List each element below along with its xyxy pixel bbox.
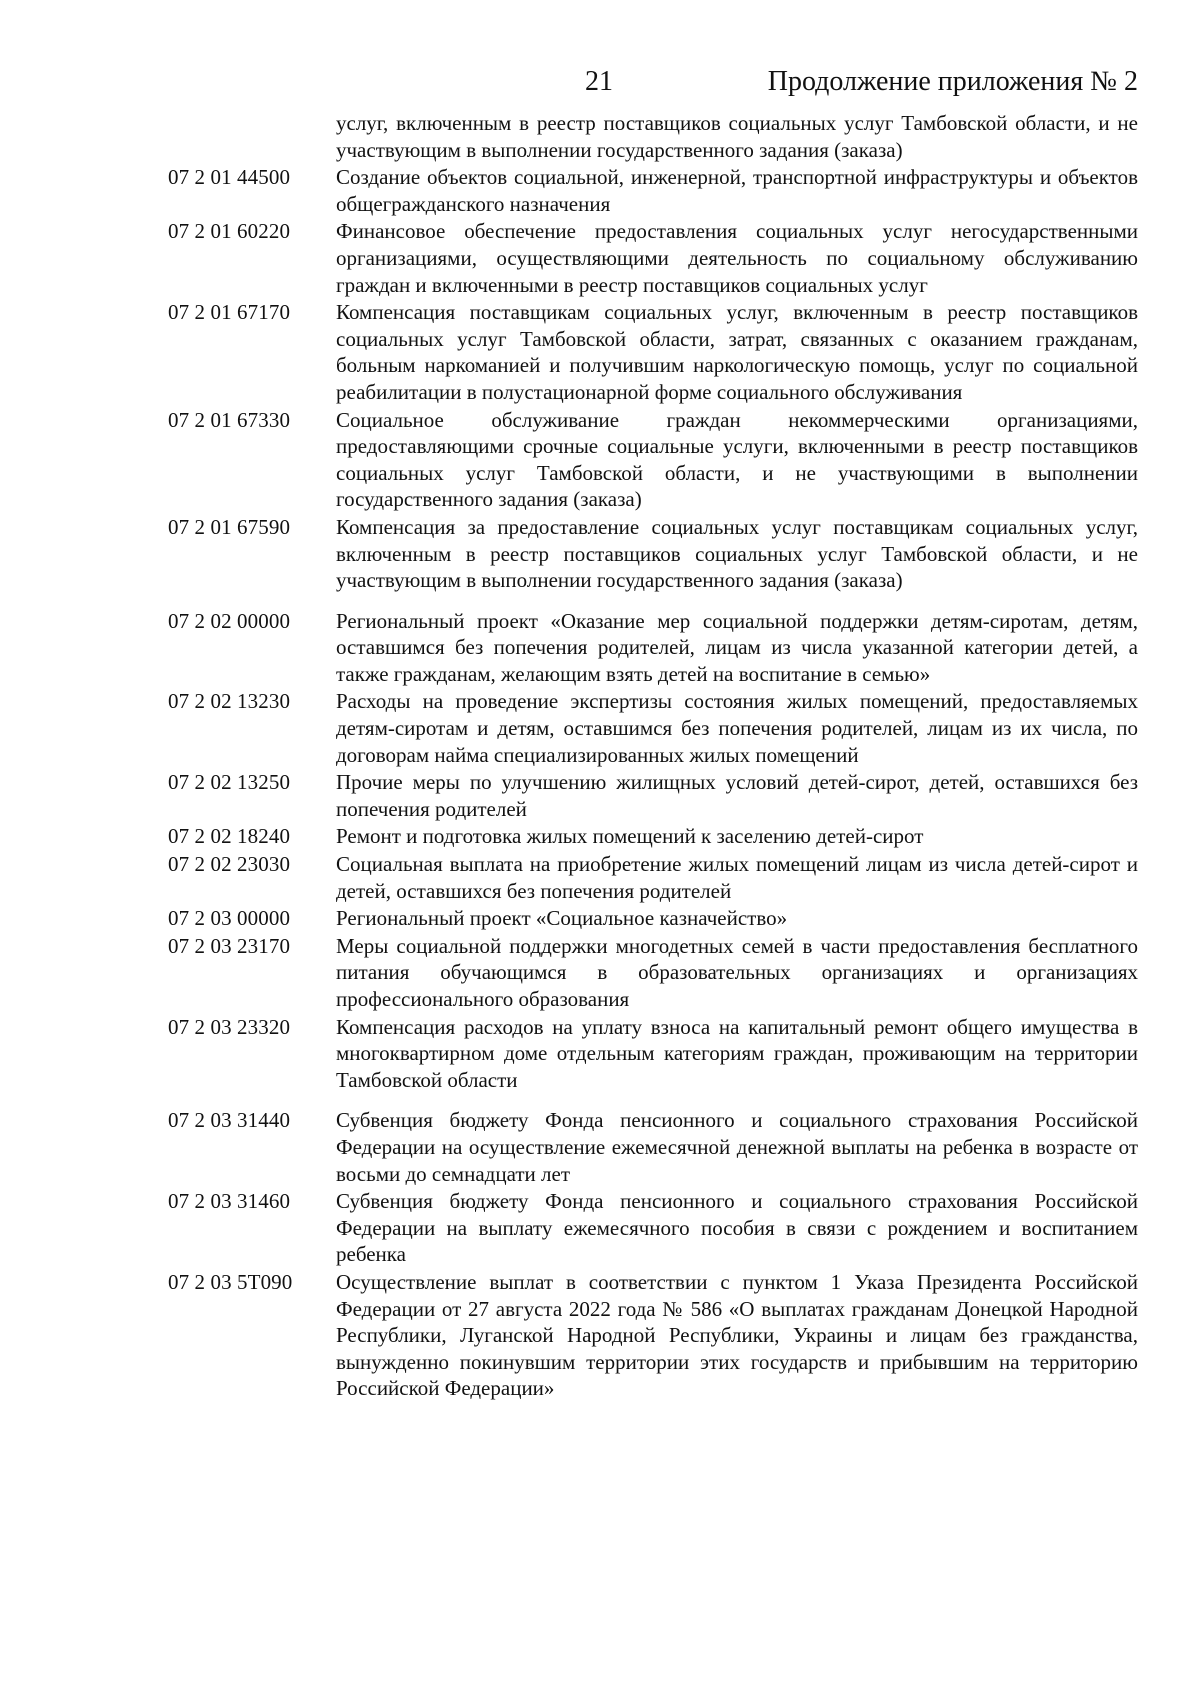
entry-description: Субвенция бюджету Фонда пенсионного и социального страхования Российской Федерации на выплату ежемесячного пособия в связи с рождением и воспитанием ребенка bbox=[336, 1189, 1138, 1267]
entry-description: Социальная выплата на приобретение жилых помещений лицам из числа детей-сирот и детей, оставшихся без попечения родителей bbox=[336, 852, 1138, 903]
list-item bbox=[168, 299, 1138, 405]
entry-description: Региональный проект «Оказание мер социальной поддержки детям-сиротам, детям, оставшимся без попечения родителей, лицам из числа указанной категории детей, а также гражданам, желающим взять детей на воспитание в семью» bbox=[336, 608, 1138, 686]
entry-code: 07 2 02 18240 bbox=[168, 824, 291, 849]
list-item bbox=[168, 407, 1138, 513]
list-item bbox=[168, 110, 1138, 163]
entry-description: Осуществление выплат в соответствии с пунктом 1 Указа Президента Российской Федерации от 27 августа 2022 года № 586 «О выплатах гражданам Донецкой Народной Республики, Луганской Народной Республики, Украины и лицам без гражданства, вынужденно покинувшим территории этих государств и прибывшим на территорию Российской Федерации» bbox=[336, 1269, 1138, 1401]
entry-code: 07 2 03 23170 bbox=[168, 933, 291, 958]
entry-description: Ремонт и подготовка жилых помещений к заселению детей-сирот bbox=[336, 824, 924, 849]
entry-code: 07 2 01 44500 bbox=[168, 165, 291, 190]
entry-code: 07 2 02 23030 bbox=[168, 852, 291, 877]
entry-description: Субвенция бюджету Фонда пенсионного и социального страхования Российской Федерации на осуществление ежемесячной денежной выплаты на ребенка в возрасте от восьми до семнадцати лет bbox=[336, 1108, 1138, 1186]
list-item bbox=[168, 608, 1138, 688]
list-item bbox=[168, 1188, 1138, 1268]
entry-code: 07 2 02 13230 bbox=[168, 689, 291, 714]
entry-description: Меры социальной поддержки многодетных семей в части предоставления бесплатного питания обучающимся в образовательных организациях и организациях профессионального образования bbox=[336, 933, 1138, 1011]
list-item bbox=[168, 164, 1138, 217]
list-item bbox=[168, 851, 1138, 904]
list-item bbox=[168, 218, 1138, 298]
entry-description: Компенсация за предоставление социальных услуг поставщикам социальных услуг, включенным в реестр поставщиков социальных услуг Тамбовской области, и не участвующим в выполнении государственного задания (заказа) bbox=[336, 514, 1138, 593]
list-item bbox=[168, 1269, 1138, 1402]
entry-code: 07 2 01 67330 bbox=[168, 407, 291, 432]
list-item bbox=[168, 1107, 1138, 1187]
entry-description: Финансовое обеспечение предоставления социальных услуг негосударственными организациями, осуществляющими деятельность по социальному обслуживанию граждан и включенными в реестр поставщиков социальных услуг bbox=[336, 219, 1138, 297]
page-number: 21 bbox=[585, 66, 613, 97]
list-item bbox=[168, 1014, 1138, 1094]
list-item bbox=[168, 688, 1138, 768]
list-item bbox=[168, 769, 1138, 822]
list-item bbox=[168, 823, 1138, 850]
list-item bbox=[168, 905, 1138, 932]
entry-code: 07 2 01 67590 bbox=[168, 514, 291, 539]
entry-description: Прочие меры по улучшению жилищных условий детей-сирот, детей, оставшихся без попечения родителей bbox=[336, 770, 1138, 821]
entry-description: Социальное обслуживание граждан некоммерческими организациями, предоставляющими срочные социальные услуги, включенными в реестр поставщиков социальных услуг Тамбовской области, и не участвующими в выполнении государственного задания (заказа) bbox=[336, 407, 1138, 512]
entry-code: 07 2 02 00000 bbox=[168, 608, 291, 633]
page-header bbox=[0, 64, 1200, 104]
list-item bbox=[168, 514, 1138, 594]
list-item bbox=[168, 933, 1138, 1013]
entry-description: Расходы на проведение экспертизы состояния жилых помещений, предоставляемых детям-сиротам и детям, оставшимся без попечения родителей, лицам из их числа, по договорам найма специализированных жилых помещений bbox=[336, 689, 1138, 767]
entry-code: 07 2 01 67170 bbox=[168, 300, 291, 325]
entry-code: 07 2 02 13250 bbox=[168, 770, 291, 795]
appendix-continuation-note: Продолжение приложения № 2 bbox=[767, 66, 1138, 97]
entry-code: 07 2 03 5Т090 bbox=[168, 1269, 293, 1294]
entry-description: Компенсация расходов на уплату взноса на капитальный ремонт общего имущества в многоквартирном доме отдельным категориям граждан, проживающим на территории Тамбовской области bbox=[336, 1014, 1138, 1092]
entry-description: услуг, включенным в реестр поставщиков социальных услуг Тамбовской области, и не участвующим в выполнении государственного задания (заказа) bbox=[336, 111, 1138, 162]
entry-description: Компенсация поставщикам социальных услуг, включенным в реестр поставщиков социальных услуг Тамбовской области, затрат, связанных с оказанием гражданам, больным наркоманией и получившим наркологическую помощь, услуг по социальной реабилитации в полустационарной форме социального обслуживания bbox=[336, 300, 1138, 404]
classification-list bbox=[168, 110, 1138, 1403]
entry-description: Региональный проект «Социальное казначейство» bbox=[336, 906, 788, 931]
entry-code: 07 2 03 31460 bbox=[168, 1189, 291, 1214]
entry-description: Создание объектов социальной, инженерной, транспортной инфраструктуры и объектов общегражданского назначения bbox=[336, 165, 1138, 216]
entry-code: 07 2 01 60220 bbox=[168, 219, 291, 244]
entry-code: 07 2 03 00000 bbox=[168, 906, 291, 931]
entry-code: 07 2 03 23320 bbox=[168, 1014, 291, 1039]
entry-code: 07 2 03 31440 bbox=[168, 1108, 291, 1133]
